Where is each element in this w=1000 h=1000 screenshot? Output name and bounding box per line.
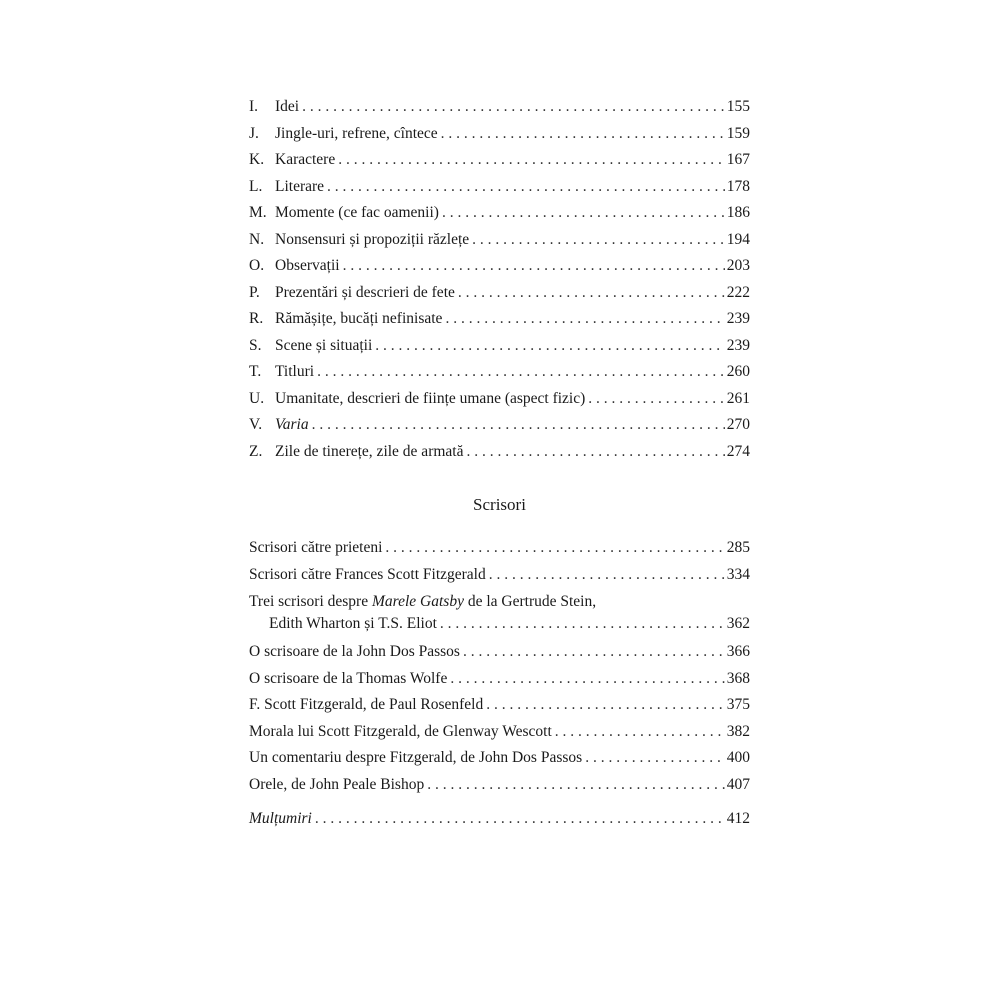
leader-dots: [463, 639, 725, 666]
toc-entry: [249, 306, 750, 333]
letters-entry: [249, 639, 750, 666]
letters-page-number: 362: [726, 615, 750, 632]
leader-dots: [458, 280, 725, 307]
toc-page-number: 155: [726, 98, 750, 115]
toc-entry: [249, 227, 750, 254]
leader-dots: [585, 745, 725, 772]
letters-title-line2: [249, 613, 750, 639]
leader-dots: [302, 94, 725, 121]
toc-list: [249, 94, 750, 465]
letters-title: Un comentariu despre Fitzgerald, de John Dos Passos: [249, 749, 583, 766]
letters-title: Scrisori către prieteni: [249, 539, 383, 556]
leader-dots: [343, 253, 725, 280]
toc-entry: [249, 121, 750, 148]
leader-dots: [466, 439, 724, 466]
letters-entry: [249, 562, 750, 589]
section-heading: Scrisori: [473, 495, 526, 514]
toc-letter: M.: [249, 204, 267, 221]
toc-letter: J.: [249, 124, 259, 142]
toc-page-number: 274: [726, 442, 750, 460]
toc-title: Literare: [275, 177, 325, 195]
leader-dots: [472, 227, 725, 254]
letters-entry-multiline: [249, 588, 750, 639]
toc-page-number: 194: [726, 230, 750, 248]
toc-page-number: 203: [726, 257, 750, 274]
letters-entry: [249, 772, 750, 799]
toc-page-number: 261: [726, 389, 750, 407]
toc-page-number: 239: [726, 336, 750, 354]
letters-page-number: 285: [726, 539, 750, 556]
letters-title-line1: [249, 591, 750, 613]
toc-title: Observații: [275, 257, 340, 274]
toc-letter: T.: [249, 363, 262, 380]
toc-title: Nonsensuri și propoziții răzlețe: [275, 230, 470, 248]
leader-dots: [427, 772, 725, 799]
letters-title-continuation: Edith Wharton și T.S. Eliot: [269, 615, 437, 632]
toc-page-number: 167: [726, 151, 750, 168]
letters-entry: [249, 719, 750, 746]
leader-dots: [375, 333, 724, 360]
toc-letter: P.: [249, 283, 260, 301]
acknowledgements-page-number: 412: [726, 810, 750, 827]
letters-page-number: 368: [726, 669, 750, 687]
toc-entry: [249, 147, 750, 174]
letters-page-number: 366: [726, 643, 750, 660]
toc-page-number: 186: [726, 204, 750, 221]
letters-page-number: 400: [726, 749, 750, 766]
letters-title: O scrisoare de la John Dos Passos: [249, 643, 460, 660]
toc-letter: O.: [249, 257, 265, 274]
toc-letter: V.: [249, 416, 263, 433]
letters-page-number: 382: [726, 722, 750, 740]
letters-title: O scrisoare de la Thomas Wolfe: [249, 669, 448, 687]
leader-dots: [312, 412, 725, 439]
toc-title: Prezentări și descrieri de fete: [275, 283, 455, 301]
leader-dots: [489, 562, 725, 589]
leader-dots: [315, 806, 725, 833]
toc-letter: N.: [249, 230, 265, 248]
leader-dots: [385, 535, 724, 562]
letters-title: Orele, de John Peale Bishop: [249, 775, 425, 793]
toc-entry: [249, 333, 750, 360]
toc-title: Karactere: [275, 151, 336, 168]
acknowledgements-entry: [249, 806, 750, 833]
toc-title: Zile de tinerețe, zile de armată: [275, 442, 464, 460]
toc-entry: [249, 174, 750, 201]
leader-dots: [317, 359, 725, 386]
letters-entry: [249, 692, 750, 719]
letters-page-number: 375: [726, 696, 750, 713]
toc-entry: [249, 253, 750, 280]
leader-dots: [327, 174, 725, 201]
toc-entry: [249, 94, 750, 121]
letters-page-number: 407: [726, 775, 750, 793]
letters-page-number: 334: [726, 565, 750, 583]
letters-title: F. Scott Fitzgerald, de Paul Rosenfeld: [249, 696, 484, 713]
toc-page-number: 239: [726, 310, 750, 327]
leader-dots: [486, 692, 725, 719]
toc-title: Rămășițe, bucăți nefinisate: [275, 310, 443, 327]
leader-dots: [442, 200, 725, 227]
toc-letter: U.: [249, 389, 265, 407]
letters-title: Morala lui Scott Fitzgerald, de Glenway Wescott: [249, 722, 552, 740]
toc-letter: L.: [249, 177, 263, 195]
leader-dots: [450, 666, 724, 693]
toc-title: Idei: [275, 98, 300, 115]
book-title: Marele Gatsby: [371, 593, 464, 610]
leader-dots: [445, 306, 724, 333]
toc-page-number: 178: [726, 177, 750, 195]
toc-letter: K.: [249, 151, 265, 168]
toc-letter: I.: [249, 98, 259, 115]
toc-letter: Z.: [249, 442, 263, 460]
letters-list: [249, 535, 750, 798]
toc-title: Jingle-uri, refrene, cîntece: [275, 124, 438, 142]
toc-title: Varia: [275, 416, 309, 433]
toc-title: Titluri: [275, 363, 315, 380]
letters-title-suffix: de la Gertrude Stein,: [463, 593, 597, 610]
leader-dots: [555, 719, 725, 746]
toc-title: Umanitate, descrieri de ființe umane (aspect fizic): [275, 389, 586, 407]
acknowledgements: [249, 806, 750, 833]
toc-letter: S.: [249, 336, 262, 354]
toc-entry: [249, 439, 750, 466]
toc-entry: [249, 200, 750, 227]
toc-letter: R.: [249, 310, 264, 327]
leader-dots: [338, 147, 725, 174]
leader-dots: [441, 121, 725, 148]
toc-title: Momente (ce fac oamenii): [275, 204, 439, 221]
toc-page-number: 222: [726, 283, 750, 301]
toc-page-number: 260: [726, 363, 750, 380]
leader-dots: [440, 613, 725, 635]
toc-entry: [249, 280, 750, 307]
toc-page-number: 159: [726, 124, 750, 142]
toc-title: Scene și situații: [275, 336, 373, 354]
letters-entry: [249, 745, 750, 772]
acknowledgements-title: Mulțumiri: [249, 810, 312, 827]
leader-dots: [588, 386, 724, 413]
toc-entry: [249, 359, 750, 386]
toc-page-number: 270: [726, 416, 750, 433]
letters-title: Scrisori către Frances Scott Fitzgerald: [249, 565, 486, 583]
letters-title-prefix: Trei scrisori despre: [249, 593, 372, 610]
letters-entry: [249, 666, 750, 693]
letters-entry: [249, 535, 750, 562]
toc-entry: [249, 386, 750, 413]
toc-entry: [249, 412, 750, 439]
